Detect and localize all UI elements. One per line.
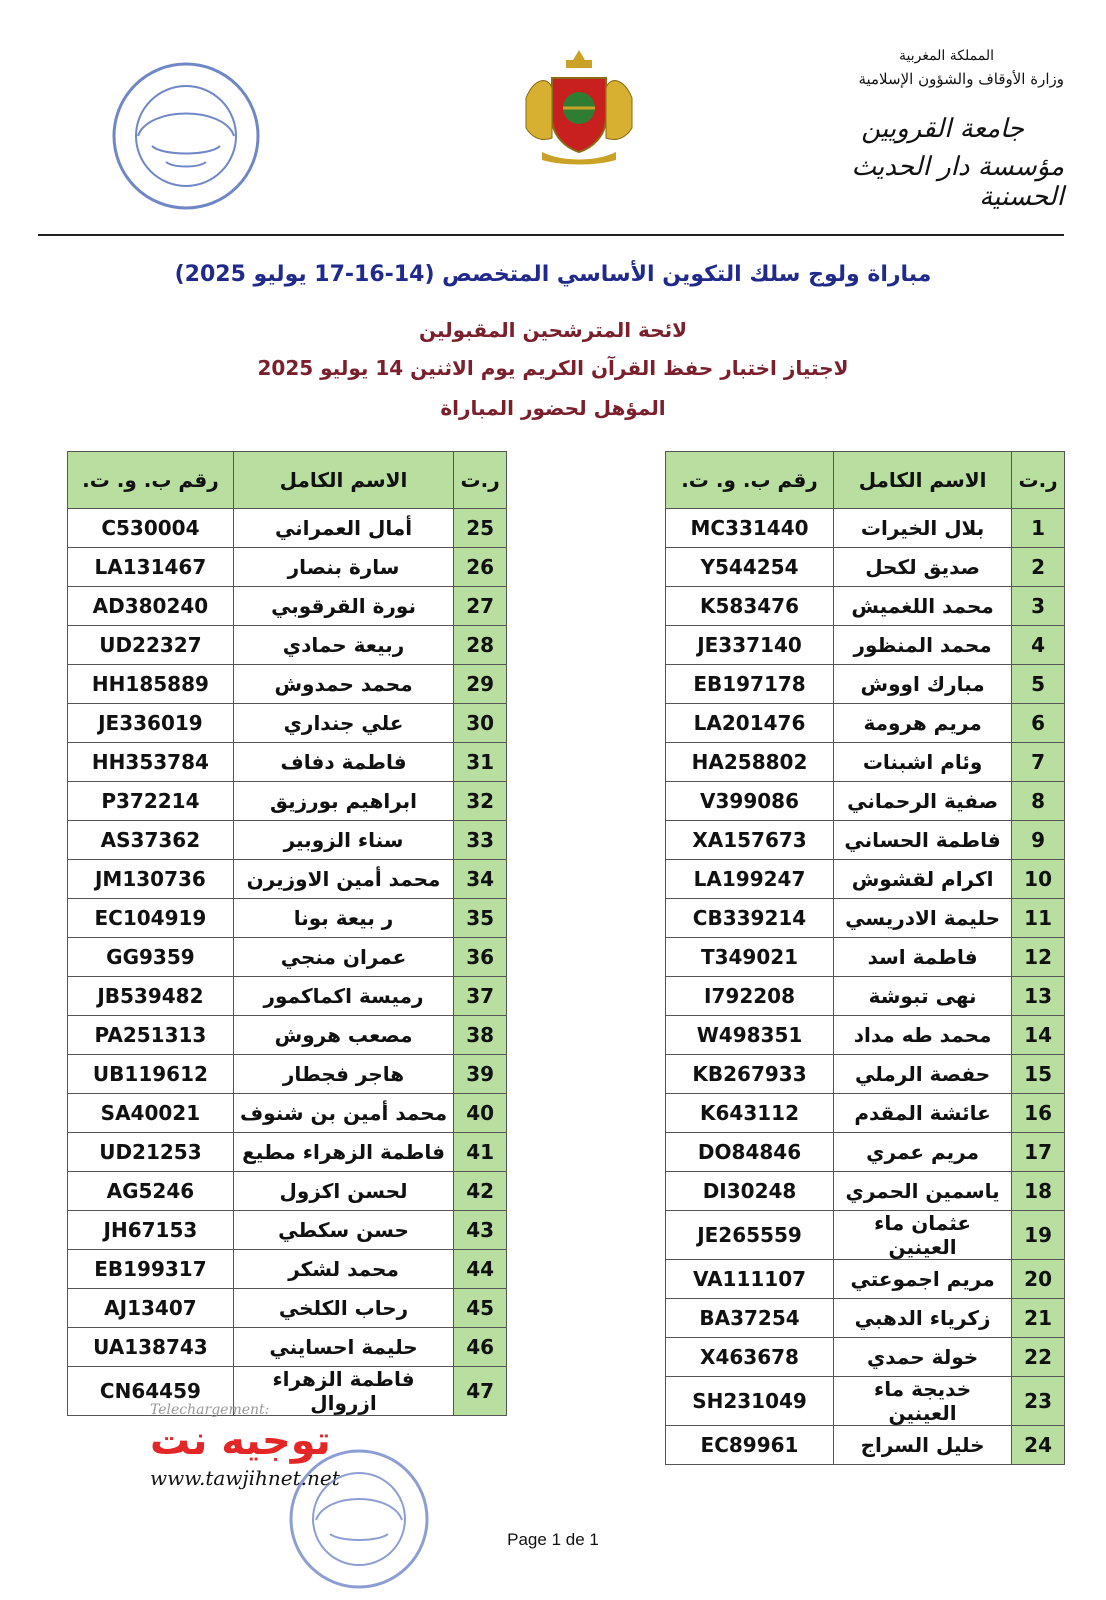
row-number: 9 xyxy=(1012,821,1065,860)
candidate-name: رميسة اكماكمور xyxy=(233,977,453,1016)
table-row xyxy=(666,1133,1065,1172)
candidate-id: JE265559 xyxy=(666,1211,834,1260)
candidate-id: T349021 xyxy=(666,938,834,977)
table-row xyxy=(68,1211,507,1250)
candidate-id: GG9359 xyxy=(68,938,234,977)
row-number: 10 xyxy=(1012,860,1065,899)
header-id-number: رقم ب. و. ت. xyxy=(68,452,234,509)
candidate-id: P372214 xyxy=(68,782,234,821)
candidate-id: AG5246 xyxy=(68,1172,234,1211)
candidate-id: K583476 xyxy=(666,587,834,626)
candidate-name: محمد المنظور xyxy=(834,626,1012,665)
row-number: 1 xyxy=(1012,509,1065,548)
candidate-name: رحاب الكلخي xyxy=(233,1289,453,1328)
header-full-name: الاسم الكامل xyxy=(834,452,1012,509)
table-header-row xyxy=(666,452,1065,509)
table-row xyxy=(68,665,507,704)
row-number: 22 xyxy=(1012,1338,1065,1377)
candidate-id: X463678 xyxy=(666,1338,834,1377)
candidate-id: JB539482 xyxy=(68,977,234,1016)
row-number: 44 xyxy=(454,1250,507,1289)
row-number: 21 xyxy=(1012,1299,1065,1338)
candidate-name: فاطمة دفاف xyxy=(233,743,453,782)
row-number: 46 xyxy=(454,1328,507,1367)
candidate-name: محمد أمين الاوزيرن xyxy=(233,860,453,899)
kingdom-label: المملكة المغربية xyxy=(898,48,994,64)
candidate-name: خولة حمدي xyxy=(834,1338,1012,1377)
row-number: 28 xyxy=(454,626,507,665)
table-row xyxy=(666,782,1065,821)
candidate-id: I792208 xyxy=(666,977,834,1016)
table-row xyxy=(68,938,507,977)
candidate-name: زكرياء الدهبي xyxy=(834,1299,1012,1338)
table-row xyxy=(68,509,507,548)
watermark-url: www.tawjihnet.net xyxy=(150,1466,340,1490)
candidate-name: عثمان ماء العينين xyxy=(834,1211,1012,1260)
candidate-id: K643112 xyxy=(666,1094,834,1133)
table-row xyxy=(666,938,1065,977)
table-row xyxy=(68,1250,507,1289)
table-row xyxy=(68,1133,507,1172)
table-row xyxy=(666,704,1065,743)
header-full-name: الاسم الكامل xyxy=(233,452,453,509)
university-label: جامعة القرويين xyxy=(861,114,1024,144)
candidate-id: Y544254 xyxy=(666,548,834,587)
candidate-id: MC331440 xyxy=(666,509,834,548)
table-row xyxy=(666,626,1065,665)
row-number: 23 xyxy=(1012,1377,1065,1426)
header-number: ر.ت xyxy=(1012,452,1065,509)
row-number: 40 xyxy=(454,1094,507,1133)
candidate-id: UB119612 xyxy=(68,1055,234,1094)
candidate-name: مبارك اووش xyxy=(834,665,1012,704)
candidate-id: DO84846 xyxy=(666,1133,834,1172)
candidate-id: AD380240 xyxy=(68,587,234,626)
table-row xyxy=(666,1338,1065,1377)
candidate-name: سناء الزوبير xyxy=(233,821,453,860)
candidate-name: خديجة ماء العينين xyxy=(834,1377,1012,1426)
table-row xyxy=(68,704,507,743)
candidate-id: PA251313 xyxy=(68,1016,234,1055)
candidate-id: HH185889 xyxy=(68,665,234,704)
table-row xyxy=(68,1055,507,1094)
row-number: 38 xyxy=(454,1016,507,1055)
candidate-id: EC89961 xyxy=(666,1426,834,1465)
candidates-table-left xyxy=(67,451,507,1416)
row-number: 6 xyxy=(1012,704,1065,743)
table-row xyxy=(68,1328,507,1367)
candidate-id: BA37254 xyxy=(666,1299,834,1338)
table-row xyxy=(666,977,1065,1016)
header-id-number: رقم ب. و. ت. xyxy=(666,452,834,509)
candidate-name: صديق لكحل xyxy=(834,548,1012,587)
row-number: 11 xyxy=(1012,899,1065,938)
candidate-name: محمد طه مداد xyxy=(834,1016,1012,1055)
table-row xyxy=(68,782,507,821)
candidate-name: حليمة احسايني xyxy=(233,1328,453,1367)
institution-label: مؤسسة دار الحديث الحسنية xyxy=(851,152,1064,212)
row-number: 35 xyxy=(454,899,507,938)
row-number: 39 xyxy=(454,1055,507,1094)
row-number: 41 xyxy=(454,1133,507,1172)
candidate-name: ياسمين الحمري xyxy=(834,1172,1012,1211)
row-number: 43 xyxy=(454,1211,507,1250)
bottom-seal-stamp xyxy=(284,1444,434,1594)
candidate-name: ربيعة حمادي xyxy=(233,626,453,665)
candidate-name: سارة بنصار xyxy=(233,548,453,587)
row-number: 25 xyxy=(454,509,507,548)
candidate-name: مصعب هروش xyxy=(233,1016,453,1055)
candidate-name: محمد اللغميش xyxy=(834,587,1012,626)
table-row xyxy=(666,665,1065,704)
row-number: 14 xyxy=(1012,1016,1065,1055)
table-row xyxy=(68,587,507,626)
row-number: 2 xyxy=(1012,548,1065,587)
row-number: 19 xyxy=(1012,1211,1065,1260)
candidate-id: LA201476 xyxy=(666,704,834,743)
table-row xyxy=(68,1289,507,1328)
candidate-id: HH353784 xyxy=(68,743,234,782)
row-number: 47 xyxy=(454,1367,507,1416)
row-number: 8 xyxy=(1012,782,1065,821)
candidate-name: مريم هرومة xyxy=(834,704,1012,743)
candidate-name: حليمة الادريسي xyxy=(834,899,1012,938)
table-row xyxy=(68,743,507,782)
row-number: 17 xyxy=(1012,1133,1065,1172)
competition-title: مباراة ولوج سلك التكوين الأساسي المتخصص (14-16-17 يوليو 2025) xyxy=(174,262,932,287)
candidate-id: SA40021 xyxy=(68,1094,234,1133)
table-row xyxy=(666,1094,1065,1133)
candidate-id: UA138743 xyxy=(68,1328,234,1367)
table-row xyxy=(666,1055,1065,1094)
candidate-id: JM130736 xyxy=(68,860,234,899)
candidate-name: فاطمة الحساني xyxy=(834,821,1012,860)
row-number: 29 xyxy=(454,665,507,704)
candidate-id: AJ13407 xyxy=(68,1289,234,1328)
candidate-name: صفية الرحماني xyxy=(834,782,1012,821)
ministry-label: وزارة الأوقاف والشؤون الإسلامية xyxy=(858,70,1064,88)
row-number: 5 xyxy=(1012,665,1065,704)
qualified-line: المؤهل لحضور المباراة xyxy=(440,396,666,420)
candidate-name: فاطمة الزهراء ازروال xyxy=(233,1367,453,1416)
row-number: 33 xyxy=(454,821,507,860)
candidate-name: بلال الخيرات xyxy=(834,509,1012,548)
row-number: 20 xyxy=(1012,1260,1065,1299)
table-row xyxy=(666,1299,1065,1338)
row-number: 30 xyxy=(454,704,507,743)
row-number: 16 xyxy=(1012,1094,1065,1133)
candidate-id: KB267933 xyxy=(666,1055,834,1094)
candidate-name: وئام اشبنات xyxy=(834,743,1012,782)
candidate-name: نورة القرقوبي xyxy=(233,587,453,626)
candidate-id: UD21253 xyxy=(68,1133,234,1172)
row-number: 7 xyxy=(1012,743,1065,782)
row-number: 37 xyxy=(454,977,507,1016)
candidate-id: W498351 xyxy=(666,1016,834,1055)
row-number: 24 xyxy=(1012,1426,1065,1465)
row-number: 32 xyxy=(454,782,507,821)
candidate-name: محمد أمين بن شنوف xyxy=(233,1094,453,1133)
candidate-id: AS37362 xyxy=(68,821,234,860)
candidate-id: SH231049 xyxy=(666,1377,834,1426)
table-row xyxy=(68,548,507,587)
watermark-brand-logo: توجيه نت xyxy=(150,1418,331,1464)
table-row xyxy=(68,977,507,1016)
row-number: 18 xyxy=(1012,1172,1065,1211)
table-row xyxy=(68,860,507,899)
row-number: 36 xyxy=(454,938,507,977)
page-footer: Page 1 de 1 xyxy=(507,1530,599,1549)
row-number: 26 xyxy=(454,548,507,587)
candidate-id: EB199317 xyxy=(68,1250,234,1289)
candidate-name: لحسن اكزول xyxy=(233,1172,453,1211)
row-number: 34 xyxy=(454,860,507,899)
table-row xyxy=(68,899,507,938)
candidate-name: هاجر فجطار xyxy=(233,1055,453,1094)
exam-description: لاجتياز اختبار حفظ القرآن الكريم يوم الاثنين 14 يوليو 2025 xyxy=(257,356,849,380)
table-row xyxy=(666,860,1065,899)
row-number: 27 xyxy=(454,587,507,626)
table-row xyxy=(68,626,507,665)
candidate-name: ابراهيم بورزيق xyxy=(233,782,453,821)
header-divider xyxy=(38,234,1064,236)
header-number: ر.ت xyxy=(454,452,507,509)
candidate-name: محمد لشكر xyxy=(233,1250,453,1289)
candidate-id: EB197178 xyxy=(666,665,834,704)
table-header-row xyxy=(68,452,507,509)
candidate-name: خليل السراج xyxy=(834,1426,1012,1465)
row-number: 3 xyxy=(1012,587,1065,626)
table-row xyxy=(666,1377,1065,1426)
candidate-name: ر بيعة بونا xyxy=(233,899,453,938)
candidate-id: JE336019 xyxy=(68,704,234,743)
candidates-table-right xyxy=(665,451,1065,1465)
candidate-name: محمد حمدوش xyxy=(233,665,453,704)
candidate-id: LA199247 xyxy=(666,860,834,899)
table-row xyxy=(666,1016,1065,1055)
candidate-name: مريم عمري xyxy=(834,1133,1012,1172)
row-number: 31 xyxy=(454,743,507,782)
row-number: 12 xyxy=(1012,938,1065,977)
table-row xyxy=(68,821,507,860)
candidate-id: DI30248 xyxy=(666,1172,834,1211)
candidate-name: فاطمة الزهراء مطيع xyxy=(233,1133,453,1172)
table-row xyxy=(666,587,1065,626)
watermark-sub: Telechargement: xyxy=(150,1402,270,1418)
candidate-id: CN64459 xyxy=(68,1367,234,1416)
row-number: 13 xyxy=(1012,977,1065,1016)
table-row xyxy=(666,1172,1065,1211)
candidate-name: مريم اجموعتي xyxy=(834,1260,1012,1299)
row-number: 15 xyxy=(1012,1055,1065,1094)
candidate-id: HA258802 xyxy=(666,743,834,782)
candidate-id: JE337140 xyxy=(666,626,834,665)
candidate-id: V399086 xyxy=(666,782,834,821)
table-row xyxy=(666,899,1065,938)
table-row xyxy=(666,821,1065,860)
table-row xyxy=(666,548,1065,587)
royal-emblem-icon xyxy=(522,48,636,166)
table-row xyxy=(68,1172,507,1211)
list-title: لائحة المترشحين المقبولين xyxy=(418,318,688,342)
candidate-id: CB339214 xyxy=(666,899,834,938)
table-row xyxy=(666,509,1065,548)
candidate-id: VA111107 xyxy=(666,1260,834,1299)
table-row xyxy=(68,1094,507,1133)
candidate-id: C530004 xyxy=(68,509,234,548)
table-row xyxy=(68,1016,507,1055)
candidate-name: فاطمة اسد xyxy=(834,938,1012,977)
candidate-id: EC104919 xyxy=(68,899,234,938)
row-number: 45 xyxy=(454,1289,507,1328)
candidate-name: علي جنداري xyxy=(233,704,453,743)
candidate-name: أمال العمراني xyxy=(233,509,453,548)
row-number: 42 xyxy=(454,1172,507,1211)
candidate-name: حسن سكطي xyxy=(233,1211,453,1250)
candidate-id: LA131467 xyxy=(68,548,234,587)
candidate-name: عائشة المقدم xyxy=(834,1094,1012,1133)
table-row xyxy=(666,1426,1065,1465)
table-row xyxy=(666,1260,1065,1299)
candidate-id: XA157673 xyxy=(666,821,834,860)
table-row xyxy=(666,1211,1065,1260)
candidate-name: حفصة الرملي xyxy=(834,1055,1012,1094)
table-row xyxy=(666,743,1065,782)
candidate-name: اكرام لقشوش xyxy=(834,860,1012,899)
institution-header xyxy=(774,48,1064,212)
candidate-id: UD22327 xyxy=(68,626,234,665)
candidate-name: عمران منجي xyxy=(233,938,453,977)
row-number: 4 xyxy=(1012,626,1065,665)
candidate-name: نهى تبوشة xyxy=(834,977,1012,1016)
institution-seal-stamp xyxy=(108,58,264,214)
candidate-id: JH67153 xyxy=(68,1211,234,1250)
